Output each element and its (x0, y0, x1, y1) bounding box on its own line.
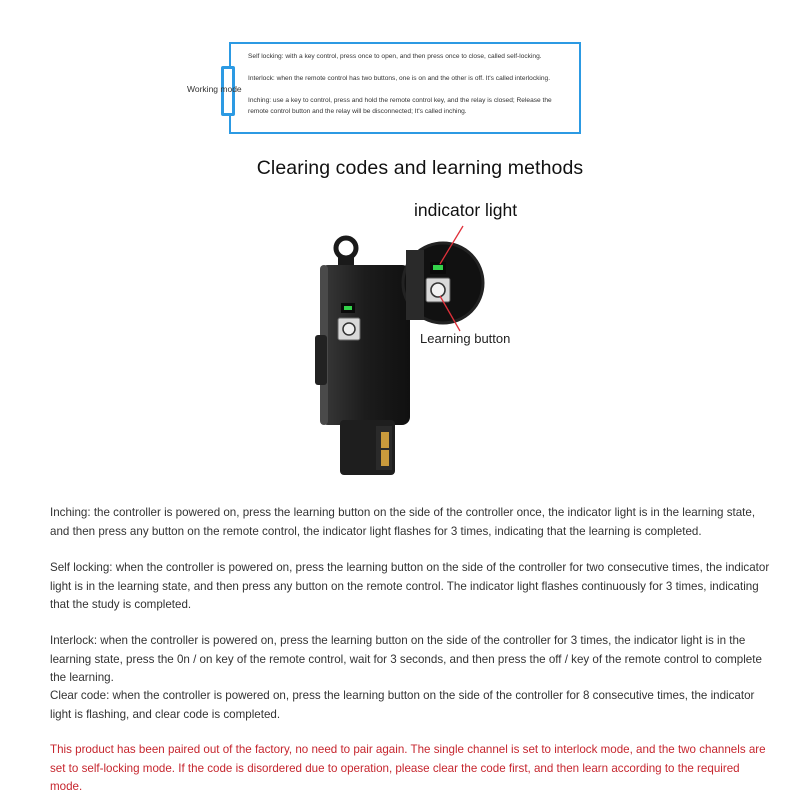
controller-device-illustration (290, 220, 510, 490)
connector-pin-2 (381, 450, 389, 466)
self-locking-paragraph: Self locking: when the controller is powered on, press the learning button on the side of the controller for two consecutive times, the indicator light is in the learning state, and then press any button on the remote control. The indicator light flashes continuously for 3 times, indicating that the study is completed. (50, 561, 770, 612)
working-mode-label: Working mode (187, 84, 242, 94)
mode-line-inching: Inching: use a key to control, press and hold the remote control key, and the relay is closed; Release the remote control button and the relay will be disconnected; It's called inching. (248, 97, 552, 115)
inching-paragraph: Inching: the controller is powered on, press the learning button on the side of the controller once, the indicator light is in the learning state, and then press any button on the remote control, the indicator light flashes for 3 times, indicating that the learning is completed. (50, 506, 756, 538)
factory-note-paragraph: This product has been paired out of the factory, no need to pair again. The single channel is set to interlock mode, and the two channels are set to self-locking mode. If the code is disordered due to operation, please clear the code first, and then learn according to the required mode. (50, 743, 766, 794)
controller-body (320, 265, 410, 425)
indicator-light-label: indicator light (414, 200, 518, 220)
section-title: Clearing codes and learning methods (256, 157, 584, 179)
callout-indicator-led (433, 265, 443, 270)
mode-line-self-locking: Self locking: with a key control, press once to open, and then press once to close, called self-locking. (248, 53, 542, 60)
callout-body-edge (406, 250, 424, 320)
learning-button-knob (343, 323, 355, 335)
connector-pin-1 (381, 432, 389, 448)
learning-button-label: Learning button (420, 331, 511, 346)
interlock-paragraph: Interlock: when the controller is powered on, press the learning button on the side of the controller for 3 times, the indicator light is in the learning state, press the 0n / on key of the remote control, wait for 3 seconds, and then press the off / key of the remote control to complete the learning. (50, 634, 762, 685)
callout-button-knob (431, 283, 445, 297)
clear-code-paragraph: Clear code: when the controller is powered on, press the learning button on the side of the controller for 8 consecutive times, the indicator light is flashing, and clear code is completed. (50, 689, 755, 721)
hanging-ring (336, 238, 356, 258)
mode-line-interlock: Interlock: when the remote control has two buttons, one is on and the other is off. It's called interlocking. (248, 75, 551, 82)
indicator-led (344, 306, 352, 310)
side-clip (315, 335, 327, 385)
